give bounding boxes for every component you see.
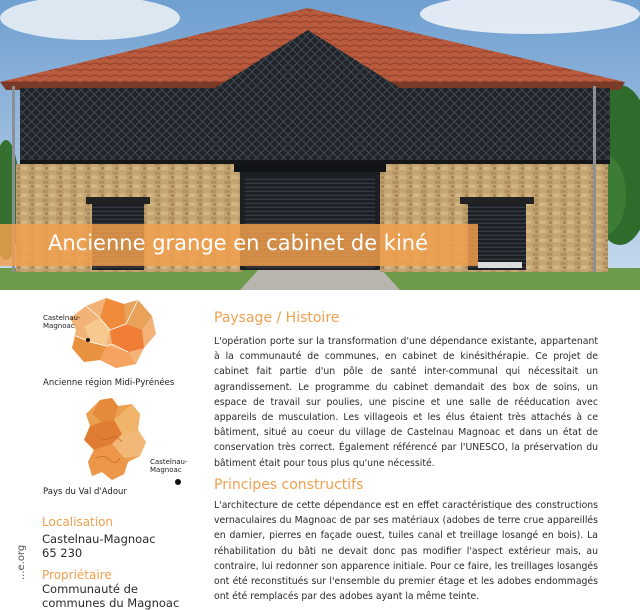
region-caption: Ancienne région Midi-Pyrénées — [43, 378, 175, 388]
section-heading-principes: Principes constructifs — [214, 477, 364, 493]
proprietaire-value: Communauté de communes du Magnoac — [42, 582, 180, 610]
hero-photo — [0, 0, 640, 290]
region-map — [66, 296, 158, 370]
localisation-value: Castelnau-Magnoac 65 230 — [42, 532, 156, 560]
section-heading-paysage: Paysage / Histoire — [214, 310, 340, 326]
pays-map — [78, 396, 150, 482]
section-text-principes: L'architecture de cette dépendance est en effet caractéristique des constructions vernaculaires du Magnoac de par ses matériaux (adobes de terre crue appareillés en damier, pierres en façade ouest, tuiles canal et treillage losangé en bois). La réhabilitation du bâti ne devait donc pas modifier l'aspect extérieur mais, au contraire, lui redonner son apparence initiale. Pour ce faire, les treillages losangés ont été reconstitués sur l'ensemble du premier étage et les adobes endommagés ont été remplacés par des adobes ayant la même teinte. — [214, 500, 598, 603]
title-band — [0, 224, 478, 266]
location-dot-icon — [86, 338, 90, 342]
section-text-paysage: L'opération porte sur la transformation d'une dépendance existante, appartenant à la communauté de communes, en cabinet de kinésithérapie. Ce projet de cabinet fait partie d'un pôle de santé inter-communal qui nécessitait un agrandissement. Le programme du cabinet demandait des box de soins, un espace de travail sur poulies, une piscine et une salle de rééducation avec appareils de musculation. Les villageois et les élus étaient très attachés à ce bâtiment, situé au coeur du village de Castelnau Magnoac et dans un état de conservation très correct. Également référencé par l'UNESCO, la préservation du bâtiment était pour tous plus qu'une nécessité. — [214, 336, 598, 469]
location-dot-icon — [175, 479, 181, 485]
region-marker-label: Castelnau- Magnoac — [43, 314, 81, 330]
pays-caption: Pays du Val d'Adour — [43, 487, 127, 497]
pays-marker-label: Castelnau- Magnoac — [150, 458, 188, 474]
proprietaire-label: Propriétaire — [42, 568, 112, 582]
page-title: Ancienne grange en cabinet de kiné — [48, 231, 429, 255]
localisation-label: Localisation — [42, 515, 114, 529]
side-url: ...e.org — [16, 544, 27, 580]
